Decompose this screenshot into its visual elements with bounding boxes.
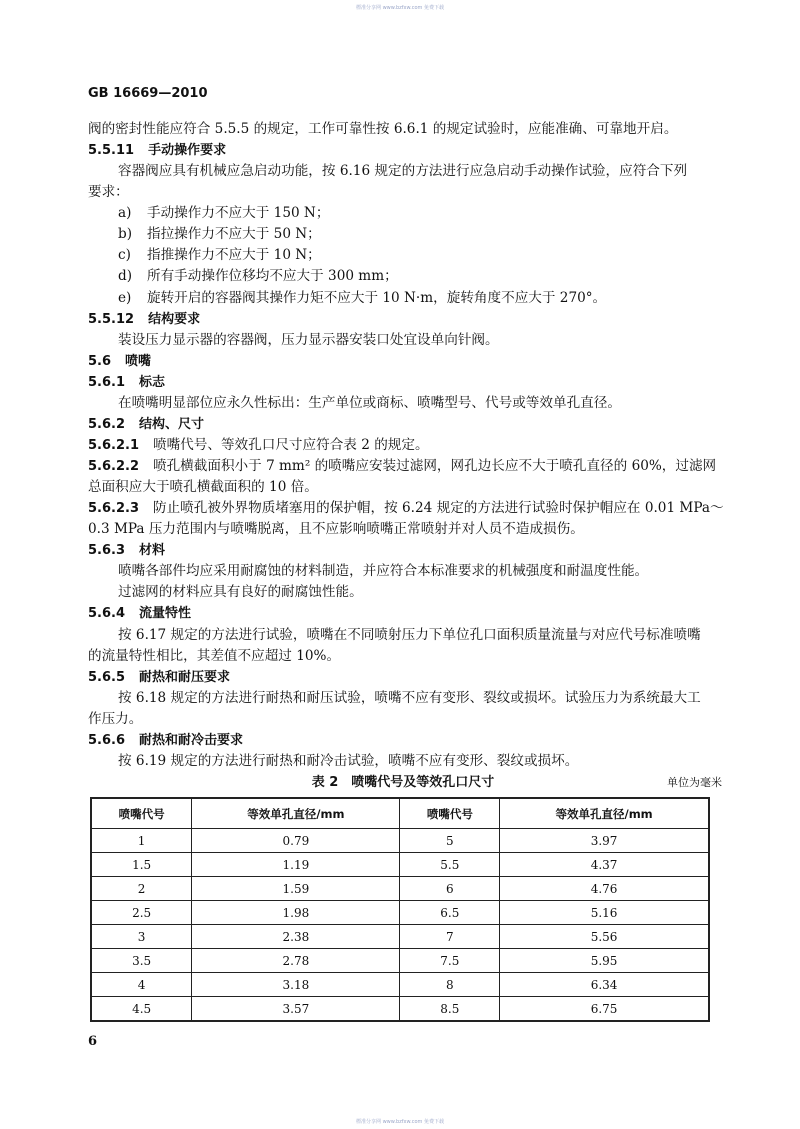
table-cell: 1.19	[192, 853, 400, 877]
section-heading	[88, 309, 718, 330]
table-cell: 7.5	[400, 949, 500, 973]
section-heading	[88, 730, 718, 751]
list-label: b)	[118, 226, 133, 243]
section-title: 手动操作要求	[148, 143, 227, 159]
section-heading	[88, 372, 718, 393]
list-label: e)	[118, 289, 132, 306]
table-caption-row	[88, 772, 722, 793]
table-cell: 6.75	[500, 997, 709, 1022]
paragraph-line: 喷嘴各部件均应采用耐腐蚀的材料制造，并应符合本标准要求的机械强度和耐温度性能。	[118, 563, 649, 580]
table-cell: 3.18	[192, 973, 400, 997]
paragraph-line: 总面积应大于喷孔横截面积的 10 倍。	[88, 479, 318, 496]
list-text: 手动操作力不应大于 150 N；	[147, 205, 330, 222]
table-cell: 5.56	[500, 925, 709, 949]
page-number: 6	[88, 1034, 98, 1049]
table-cell: 1.5	[91, 853, 192, 877]
list-label: d)	[118, 268, 133, 285]
table-row	[91, 853, 709, 877]
table-row	[91, 877, 709, 901]
table-cell: 5.5	[400, 853, 500, 877]
section-title: 流量特性	[139, 606, 192, 622]
table-cell: 1.59	[192, 877, 400, 901]
list-text: 指推操作力不应大于 10 N；	[147, 247, 321, 264]
table-header-row	[91, 798, 709, 829]
column-header: 等效单孔直径/mm	[192, 798, 400, 829]
section-title: 标志	[139, 374, 166, 390]
section-heading	[88, 498, 724, 519]
list-text: 旋转开启的容器阀其操作力矩不应大于 10 N·m，旋转角度不应大于 270°。	[147, 289, 607, 306]
body-text	[88, 119, 724, 793]
watermark-bottom: 標准分享网 www.bzfxw.com 免费下载	[356, 1119, 444, 1125]
paragraph-line: 要求：	[88, 184, 129, 201]
table-cell: 4.76	[500, 877, 709, 901]
section-heading	[88, 603, 718, 624]
paragraph-line: 在喷嘴明显部位应永久性标出：生产单位或商标、喷嘴型号、代号或等效单孔直径。	[118, 394, 621, 411]
section-number: 5.6.1	[88, 374, 126, 390]
list-label: a)	[118, 205, 132, 222]
column-header: 喷嘴代号	[91, 798, 192, 829]
section-number: 5.5.12	[88, 311, 135, 327]
table-row	[91, 949, 709, 973]
column-header: 喷嘴代号	[400, 798, 500, 829]
document-header: GB 16669—2010	[88, 86, 208, 101]
nozzle-table	[90, 797, 710, 1022]
section-heading	[88, 435, 718, 456]
table-caption: 表 2 喷嘴代号及等效孔口尺寸	[311, 774, 495, 790]
section-title: 材料	[139, 543, 166, 559]
table-cell: 7	[400, 925, 500, 949]
section-title: 防止喷孔被外界物质堵塞用的保护帽，按 6.24 规定的方法进行试验时保护帽应在 0.01 MPa～	[153, 500, 724, 517]
list-text: 指拉操作力不应大于 50 N；	[147, 226, 321, 243]
section-number: 5.6.6	[88, 732, 126, 748]
section-title: 耐热和耐冷击要求	[139, 732, 244, 748]
table-cell: 2.38	[192, 925, 400, 949]
section-heading	[88, 140, 718, 161]
section-heading	[88, 351, 718, 372]
section-number: 5.6.5	[88, 669, 126, 685]
table-cell: 4.5	[91, 997, 192, 1022]
table-cell: 6.5	[400, 901, 500, 925]
paragraph-line: 按 6.17 规定的方法进行试验，喷嘴在不同喷射压力下单位孔口面积质量流量与对应代号标准喷嘴	[118, 626, 701, 643]
section-number: 5.6.3	[88, 543, 126, 559]
section-heading	[88, 540, 718, 561]
list-item	[88, 245, 718, 266]
list-item	[88, 288, 718, 309]
section-number: 5.6.2.3	[88, 501, 139, 517]
table-cell: 2.78	[192, 949, 400, 973]
list-label: c)	[118, 247, 131, 264]
section-title: 结构、尺寸	[139, 416, 205, 432]
section-number: 5.6.2.2	[88, 459, 139, 474]
section-number: 5.5.11	[88, 143, 135, 159]
section-title: 喷嘴	[125, 353, 152, 369]
table-cell: 2	[91, 877, 192, 901]
paragraph-line: 作压力。	[88, 710, 143, 727]
table-cell: 4	[91, 973, 192, 997]
list-item	[88, 203, 718, 224]
section-title: 结构要求	[148, 311, 201, 327]
section-title: 喷嘴代号、等效孔口尺寸应符合表 2 的规定。	[153, 436, 429, 453]
table-cell: 6.34	[500, 973, 709, 997]
table-cell: 5.16	[500, 901, 709, 925]
column-header: 等效单孔直径/mm	[500, 798, 709, 829]
table-cell: 5	[400, 829, 500, 853]
list-item	[88, 224, 718, 245]
table-row	[91, 925, 709, 949]
paragraph-line: 的流量特性相比，其差值不应超过 10%。	[88, 647, 341, 664]
table-cell: 2.5	[91, 901, 192, 925]
table-cell: 4.37	[500, 853, 709, 877]
section-title: 喷孔横截面积小于 7 mm² 的喷嘴应安装过滤网，网孔边长应不大于喷孔直径的 60%，过滤网	[153, 458, 717, 474]
paragraph-line: 阀的密封性能应符合 5.5.5 的规定，工作可靠性按 6.6.1 的规定试验时，应能准确、可靠地开启。	[88, 121, 678, 137]
section-heading	[88, 456, 718, 477]
table-cell: 1.98	[192, 901, 400, 925]
list-text: 所有手动操作位移均不应大于 300 mm；	[147, 268, 398, 285]
list-item	[88, 266, 718, 287]
table-cell: 3.57	[192, 997, 400, 1022]
table-cell: 6	[400, 877, 500, 901]
table-cell: 3	[91, 925, 192, 949]
table-cell: 8.5	[400, 997, 500, 1022]
section-heading	[88, 667, 718, 688]
table-cell: 5.95	[500, 949, 709, 973]
table-cell: 1	[91, 829, 192, 853]
paragraph-line: 按 6.18 规定的方法进行耐热和耐压试验，喷嘴不应有变形、裂纹或损坏。试验压力为系统最大工	[118, 689, 701, 706]
table-cell: 3.97	[500, 829, 709, 853]
table-unit: 单位为毫米	[667, 775, 722, 789]
table-row	[91, 973, 709, 997]
table-cell: 0.79	[192, 829, 400, 853]
section-number: 5.6.2.1	[88, 437, 139, 453]
paragraph-line: 过滤网的材料应具有良好的耐腐蚀性能。	[118, 584, 363, 601]
table-cell: 8	[400, 973, 500, 997]
paragraph-line: 0.3 MPa 压力范围内与喷嘴脱离，且不应影响喷嘴正常喷射并对人员不造成损伤。	[88, 521, 584, 538]
paragraph-line: 装设压力显示器的容器阀，压力显示器安装口处宜设单向针阀。	[118, 331, 499, 348]
table-row	[91, 901, 709, 925]
section-heading	[88, 414, 718, 435]
section-title: 耐热和耐压要求	[139, 669, 231, 685]
paragraph-line: 按 6.19 规定的方法进行耐热和耐冷击试验，喷嘴不应有变形、裂纹或损坏。	[118, 752, 579, 769]
section-number: 5.6.2	[88, 416, 126, 432]
section-number: 5.6.4	[88, 606, 126, 622]
watermark-top: 標准分享网 www.bzfxw.com 免费下载	[356, 5, 444, 11]
section-number: 5.6	[88, 353, 112, 369]
paragraph-line: 容器阀应具有机械应急启动功能，按 6.16 规定的方法进行应急启动手动操作试验，应符合下列	[118, 163, 688, 180]
table-cell: 3.5	[91, 949, 192, 973]
table-row	[91, 997, 709, 1022]
table-row	[91, 829, 709, 853]
